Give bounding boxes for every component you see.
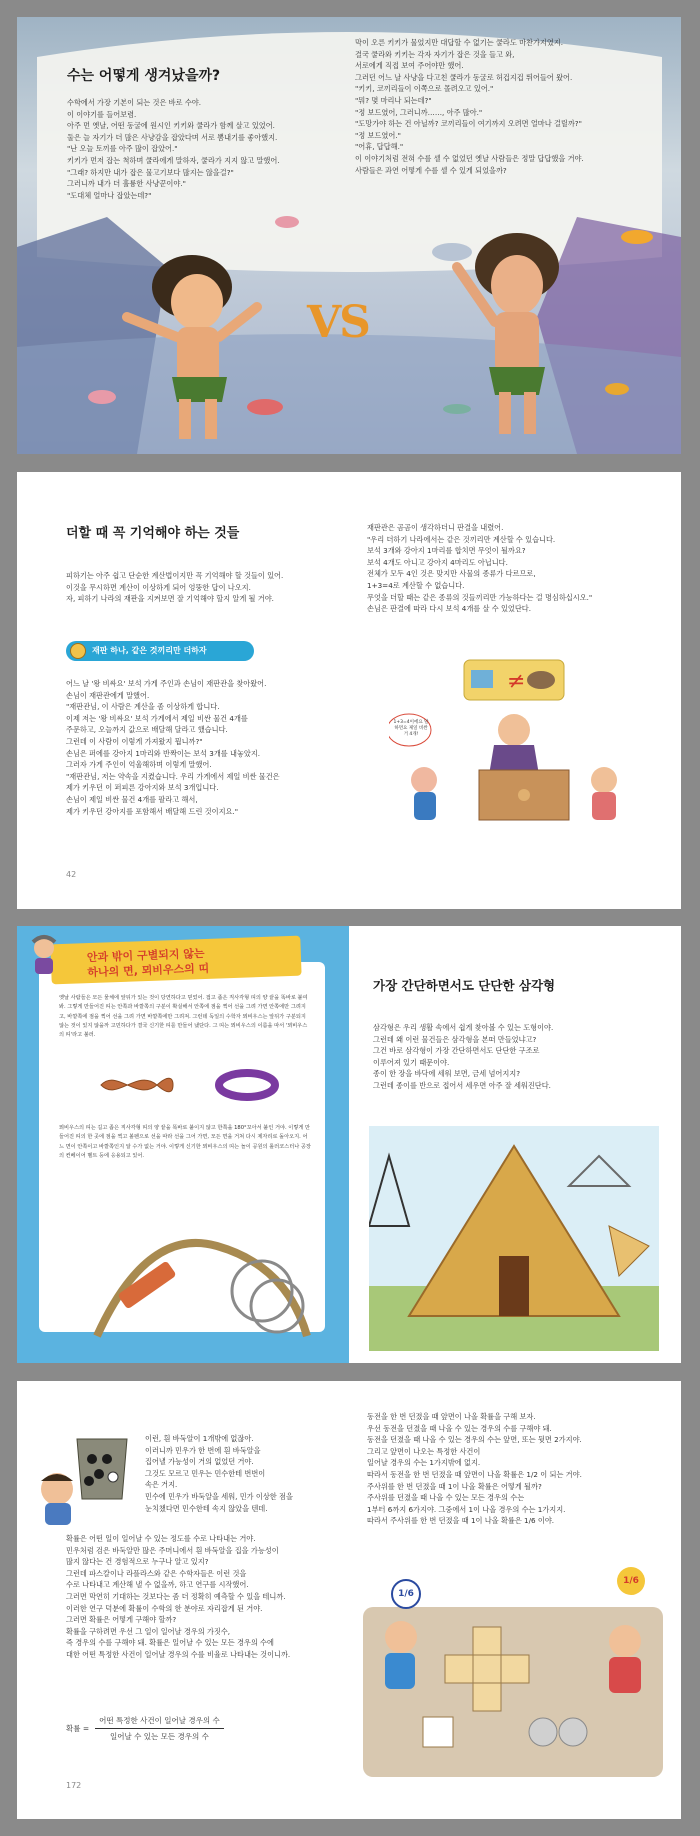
boy-with-pouch-illustration <box>27 1419 137 1529</box>
formula-numerator: 어떤 특정한 사건이 일어날 경우의 수 <box>95 1715 224 1729</box>
mobius-text-2: 뫼비우스의 띠는 길고 좁은 직사각형 띠의 양 끝을 똑바로 붙이지 않고 한쪽을 180°꼬아서 붙인 거야. 이렇게 만들어진 띠의 한 곳에 점을 찍고 볼펜으로 선을 따라 선을 그어 가면, 모든 면을 거쳐 다시 제자리로 돌아오지. 어느 면이 안쪽이고 바깥쪽인지 알 수가 없는 거야. 이렇게 신기한 뫼비우스의 띠는 놀이 공원의 롤러코스터나 공장의 컨베이어 벨트 등에 응용되고 있어. <box>59 1125 311 1159</box>
page-43 <box>349 472 681 909</box>
probability-text: 확률은 어떤 일이 일어날 수 있는 정도를 수로 나타내는 거야. 민우처럼 검은 바둑알만 많은 주머니에서 흰 바둑알을 집을 가능성이 많지 않다는 건 경험적으로 누구나 알고 있지? 그런데 파스칼이나 라플라스와 같은 수학자들은 이런 것을 수로 나타내고 계산해 낼 수 없을까, 하고 연구를 시작했어. 그러면 막연히 기대하는 것보다는 좀 더 정확히 예측할 수 있을 테니까. 이러한 연구 덕분에 확률이 수학의 한 분야로 자리잡게 된 거야. 그러면 확률은 어떻게 구해야 할까? 확률을 구하려면 우선 그 일이 일어날 경우의 가짓수, 즉 경우의 수를 구해야 돼. 확률은 일어날 수 있는 모든 경우의 수에 대한 어떤 특정한 사건이 일어날 경우의 수를 비율로 나타내는 것이니까. <box>66 1534 291 1659</box>
story-text: 어느 날 '왕 비싸요' 보석 가게 주인과 손님이 재판관을 찾아왔어. 손님이 재판관에게 말했어. "재판관님, 이 사람은 계산을 좀 이상하게 합니다. 이제 저는 '왕 비싸요' 보석 가게에서 제일 비싼 물건 4개를 주문하고, 오늘까지 값으로 배달해 달라고 했습니다. 그런데 이 사람이 이렇게 가져왔지 뭡니까?" 손님은 퍼에를 강아지 1마리와 반짝이는 보석 3개를 내놓았지. 그러자 가게 주인이 억울해하며 이렇게 말했어. "재판관님, 저는 약속을 지켰습니다. 우리 가게에서 제일 비싼 물건은 제가 키우던 이 퍼피른 강아지와 보석 3개입니다. 손님이 제일 비싼 물건 4개를 팔라고 해서, 제가 키우던 강아지를 포함해서 배달해 드린 것이지요." <box>66 679 280 816</box>
triangle-page <box>349 926 681 1363</box>
badge-left: 1/6 <box>391 1579 421 1609</box>
mathematician-icon <box>27 934 61 974</box>
page-173 <box>349 1381 681 1819</box>
svg-text:≠: ≠ <box>507 669 526 694</box>
badge-right: 1/6 <box>617 1567 645 1595</box>
subheading-label: 재판 하나, 같은 것끼리만 더하자 <box>92 646 207 655</box>
roller-coaster-illustration <box>87 1206 317 1346</box>
vs-label: VS <box>307 297 369 348</box>
triangle-text: 삼각형은 우리 생활 속에서 쉽게 찾아볼 수 있는 도형이야. 그런데 왜 이런 물건들은 삼각형을 본떠 만들었냐고? 그건 바로 삼각형이 가장 간단하면서도 단단한 구조로 이루어져 있기 때문이야. 종이 한 장을 바닥에 세워 보면, 금세 넘어지지? 그런데 종이를 반으로 접어서 세우면 아주 잘 세워진단다. <box>373 1023 554 1090</box>
spread-4 <box>17 1381 681 1819</box>
page-172 <box>17 1381 349 1819</box>
spread-1 <box>17 17 681 454</box>
story-text-right: 막이 오른 키키가 물었지만 대답할 수 없기는 쿨라도 마찬가지였지. 결국 쿨라와 키키는 각자 자기가 잡은 것을 들고 와, 서로에게 직접 보여 주어야만 했어. 그러던 어느 날 사냥을 다고친 쿨라가 동굴로 허겁지겁 뛰어들어 왔어. "키키, 코끼리들이 이쪽으로 몰려오고 있어." "뭐? 몇 마리나 되는데?" "정 보드였어, 그러니까……, 아주 많아." "도망가야 하는 건 아닐까? 코끼리들이 여기까지 오려면 얼마나 걸릴까?" "정 보드였어." "어휴, 답답해." 이 이야기처럼 전혀 수를 셀 수 없었던 옛날 사람들은 정말 답답했을 거야. 사람들은 과연 어떻게 수를 셀 수 있게 되었을까? <box>355 38 584 175</box>
story-text-left: 수학에서 가장 기본이 되는 것은 바로 수야. 이 이야기를 들어보렴. 아주 먼 옛날, 어떤 동굴에 원시인 키키와 쿨라가 함께 살고 있었어. 둘은 늘 자기가 더 많은 사냥감을 잡았다며 서로 뽐내기를 좋아했지. "난 오늘 토끼를 아주 많이 잡았어." 키키가 먼저 잡는 척하며 쿨라에게 말하자, 쿨라가 지지 않고 말했어. "그래? 하지만 내가 잡은 물고기보다 많지는 않을걸?" 그러니까 내가 더 훌륭한 사냥꾼이야." "도대체 얼마나 잡았는데?" <box>67 98 280 200</box>
story-title: 수는 어떻게 생겨났을까? <box>67 68 221 84</box>
page-number: 172 <box>66 1781 82 1790</box>
banner-line-1: 안과 밖이 구별되지 않는 <box>86 947 205 965</box>
probability-formula <box>66 1715 224 1742</box>
mobius-strip-illustration <box>97 1068 297 1102</box>
section-title: 더할 때 꼭 기억해야 하는 것들 <box>66 526 240 541</box>
banner-line-2: 하나의 면, 뫼비우스의 띠 <box>87 961 210 980</box>
section-title: 가장 간단하면서도 단단한 삼각형 <box>373 978 556 993</box>
formula-denominator: 일어날 수 있는 모든 경우의 수 <box>110 1732 209 1741</box>
intro-text: 이런, 흰 바둑알이 1개밖에 없잖아. 이러니까 민우가 한 번에 흰 바둑알을 집어낼 가능성이 거의 없었던 거야. 그것도 모르고 민우는 민수한테 번번이 속은 거지. 민수에 민우가 바둑알을 세워, 민가 이상한 점을 눈치챘다면 민수한테 속지 않았을 텐데. <box>145 1434 293 1513</box>
coin-dice-text: 동전을 한 번 던졌을 때 앞면이 나올 확률을 구해 보자. 우선 동전을 던졌을 때 나올 수 있는 경우의 수를 구해야 돼. 동전을 던졌을 때 나올 수 있는 경우의 수는 앞면, 또는 뒷면 2가지야. 그리고 앞면이 나오는 특정한 사건이 일어날 경우의 수는 1가지밖에 없지. 따라서 동전을 한 번 던졌을 때 앞면이 나올 확률은 1/2 이 되는 거야. 주사위를 한 번 던졌을 때 1이 나올 확률은 어떻게 될까? 주사위를 던졌을 때 나올 수 있는 모든 경우의 수는 1부터 6까지 6가지야. 그중에서 1이 나올 경우의 수는 1가지지. 따라서 주사위를 한 번 던졌을 때 1이 나올 확률은 1/6 이야. <box>367 1412 582 1526</box>
intro-text: 피하기는 아주 쉽고 단순한 계산법이지만 꼭 기억해야 할 것들이 있어. 이것을 무시하면 계산이 이상하게 되어 엉뚱한 답이 나오지. 자, 피하기 나라의 재판을 지켜보면 잘 기억해야 할지 알게 될 거야. <box>66 571 284 604</box>
mobius-text-1: 옛날 사람들은 모든 물체에 앞뒤가 있는 것이 당연하다고 믿었어. 접고 좁은 직사각형 띠의 양 끝을 똑바로 붙여 봐. 그렇게 만들어진 띠는 안쪽과 바깥쪽의 구분이 확실해서 안쪽에 점을 찍어 선을 그려 가면 안쪽에만 그려지고, 바깥쪽에 점을 찍어 선을 그려 가면 바깥쪽에만 그려져. 그런데 독일의 수학자 뫼비우스는 앞뒤가 구분되지 않는 것이 있지 않을까 고민하다가 결국 신기한 띠를 만들어 냈단다. 그 띠는 뫼비우스의 이름을 따서 '뫼비우스의 띠'라고 불러. <box>59 995 308 1039</box>
spread-3 <box>17 926 681 1363</box>
formula-label: 확률 = <box>66 1724 90 1733</box>
page-42 <box>17 472 349 909</box>
coin-icon <box>70 643 86 659</box>
speech-bubble-text: 1+3=4이에요 말하면요 제일 비싼거 4개! <box>393 720 429 737</box>
verdict-text: 재판관은 곰곰이 생각하더니 판결을 내렸어. "우리 더하기 나라에서는 같은 것끼리만 계산할 수 있습니다. 보석 3개와 강아지 1마리를 합치면 무엇이 될까요? 보석 4개도 아니고 강아지 4마리도 아닙니다. 전체가 모두 4인 것은 맞지만 사물의 종류가 다르므로, 1+3=4로 계산할 수 없습니다. 무엇을 더할 때는 같은 종류의 것들끼리만 가능하다는 걸 명심하십시오." 손님은 판결에 따라 다시 보석 4개를 살 수 있었단다. <box>367 523 593 614</box>
spread-2 <box>17 472 681 909</box>
mobius-page <box>17 926 349 1363</box>
page-number: 42 <box>66 870 77 879</box>
tent-illustration <box>369 1126 659 1351</box>
subheading-pill <box>66 641 254 661</box>
